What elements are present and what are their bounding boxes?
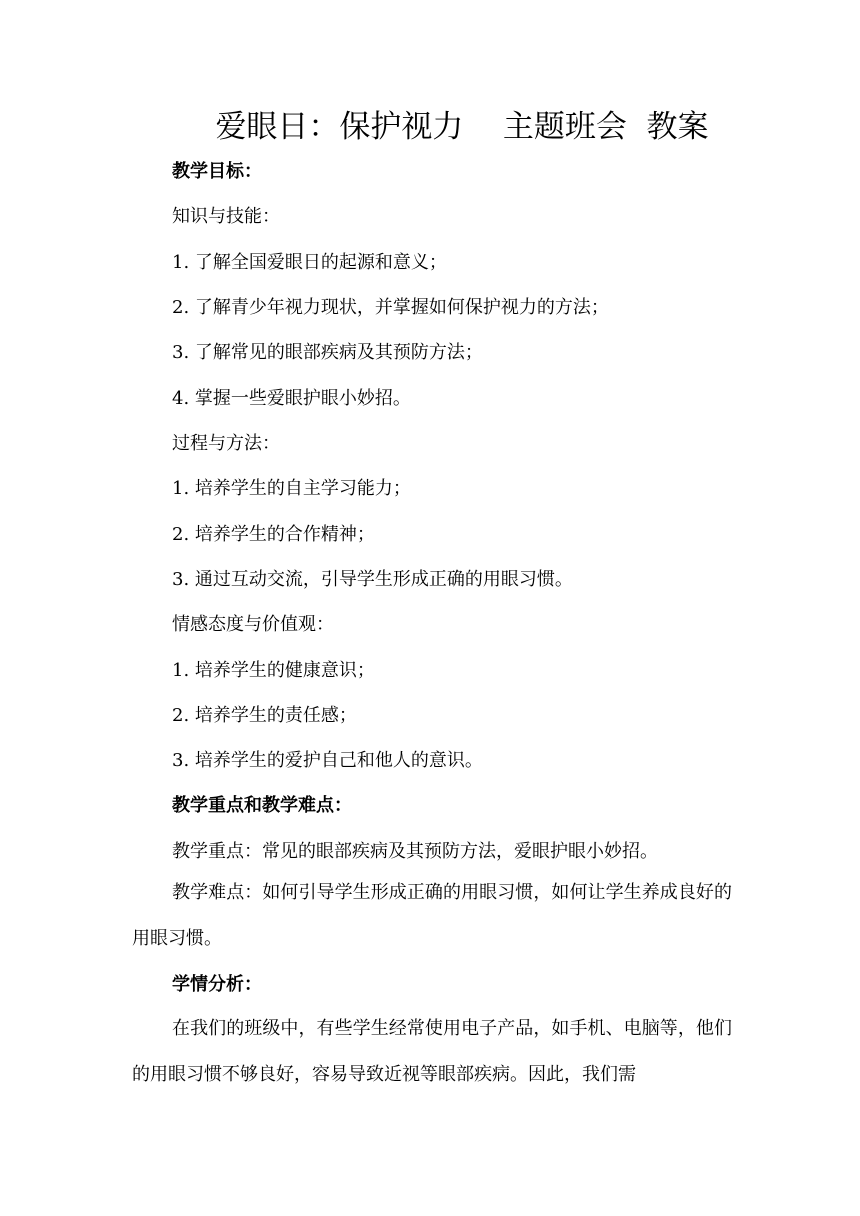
knowledge-heading: 知识与技能： — [172, 206, 280, 227]
knowledge-item: 1. 了解全国爱眼日的起源和意义； — [172, 252, 447, 273]
analysis-heading: 学情分析： — [172, 974, 262, 995]
process-item: 3. 通过互动交流，引导学生形成正确的用眼习惯。 — [172, 569, 573, 590]
key-point: 教学重点：常见的眼部疾病及其预防方法，爱眼护眼小妙招。 — [172, 841, 658, 862]
emotion-item: 2. 培养学生的责任感； — [172, 705, 357, 726]
key-heading: 教学重点和教学难点： — [172, 795, 352, 816]
analysis-paragraph: 在我们的班级中，有些学生经常使用电子产品，如手机、电脑等，他们的用眼习惯不够良好，容易导致近视等眼部疾病。因此，我们需 — [132, 1018, 732, 1085]
emotion-heading: 情感态度与价值观： — [172, 614, 334, 635]
document-title: 爱眼日：保护视力 主题班会 教案 — [215, 109, 709, 145]
knowledge-item: 2. 了解青少年视力现状，并掌握如何保护视力的方法； — [172, 297, 609, 318]
process-heading: 过程与方法： — [172, 433, 280, 454]
emotion-item: 3. 培养学生的爱护自己和他人的意识。 — [172, 750, 483, 771]
knowledge-item: 3. 了解常见的眼部疾病及其预防方法； — [172, 342, 483, 363]
process-item: 2. 培养学生的合作精神； — [172, 524, 375, 545]
difficulty-paragraph: 教学难点：如何引导学生形成正确的用眼习惯，如何让学生养成良好的用眼习惯。 — [132, 882, 732, 949]
process-item: 1. 培养学生的自主学习能力； — [172, 478, 411, 499]
knowledge-item: 4. 掌握一些爱眼护眼小妙招。 — [172, 388, 411, 409]
goals-heading: 教学目标： — [172, 161, 262, 182]
emotion-item: 1. 培养学生的健康意识； — [172, 660, 375, 681]
